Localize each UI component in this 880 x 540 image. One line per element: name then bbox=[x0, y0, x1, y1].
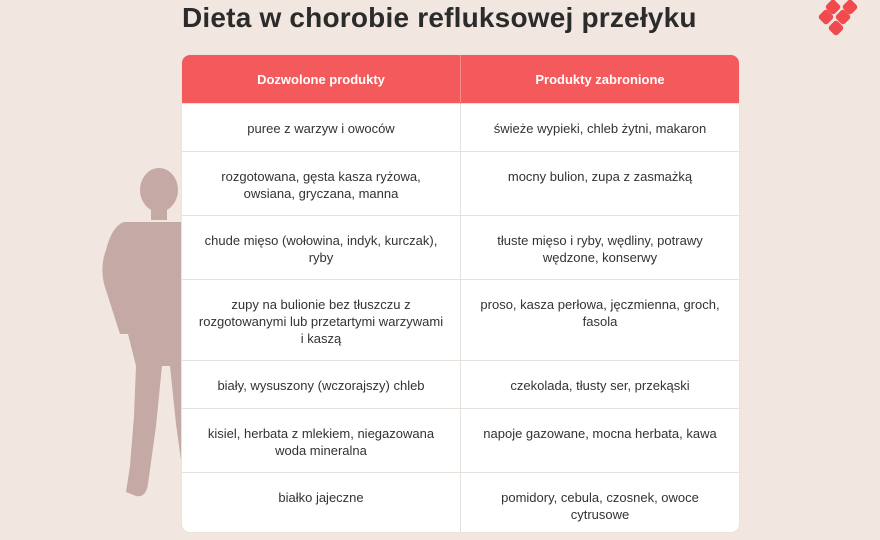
page-title: Dieta w chorobie refluksowej przełyku bbox=[182, 2, 697, 33]
forbidden-cell: tłuste mięso i ryby, wędliny, potrawy wędzone, konserwy bbox=[461, 216, 740, 280]
table-header-row bbox=[182, 55, 739, 104]
allowed-cell: chude mięso (wołowina, indyk, kurczak), ryby bbox=[182, 216, 461, 280]
table-row bbox=[182, 409, 739, 473]
forbidden-cell: świeże wypieki, chleb żytni, makaron bbox=[461, 104, 740, 152]
header-allowed-products: Dozwolone produkty bbox=[182, 55, 461, 104]
forbidden-cell: napoje gazowane, mocna herbata, kawa bbox=[461, 409, 740, 473]
allowed-cell: białko jajeczne bbox=[182, 473, 461, 533]
forbidden-cell: mocny bulion, zupa z zasmażką bbox=[461, 152, 740, 216]
table-row bbox=[182, 361, 739, 409]
table-row bbox=[182, 104, 739, 152]
table-row bbox=[182, 216, 739, 280]
forbidden-cell: pomidory, cebula, czosnek, owoce cytrusowe bbox=[461, 473, 740, 533]
table-row bbox=[182, 152, 739, 216]
forbidden-cell: proso, kasza perłowa, jęczmienna, groch, fasola bbox=[461, 280, 740, 361]
allowed-cell: puree z warzyw i owoców bbox=[182, 104, 461, 152]
allowed-cell: biały, wysuszony (wczorajszy) chleb bbox=[182, 361, 461, 409]
forbidden-cell: czekolada, tłusty ser, przekąski bbox=[461, 361, 740, 409]
allowed-cell: zupy na bulionie bez tłuszczu z rozgotowanymi lub przetartymi warzywami i kaszą bbox=[182, 280, 461, 361]
header-forbidden-products: Produkty zabronione bbox=[461, 55, 740, 104]
table-row bbox=[182, 473, 739, 533]
brand-logo-icon bbox=[818, 0, 864, 38]
allowed-cell: kisiel, herbata z mlekiem, niegazowana woda mineralna bbox=[182, 409, 461, 473]
allowed-cell: rozgotowana, gęsta kasza ryżowa, owsiana, gryczana, manna bbox=[182, 152, 461, 216]
diet-table bbox=[182, 55, 739, 532]
table-row bbox=[182, 280, 739, 361]
